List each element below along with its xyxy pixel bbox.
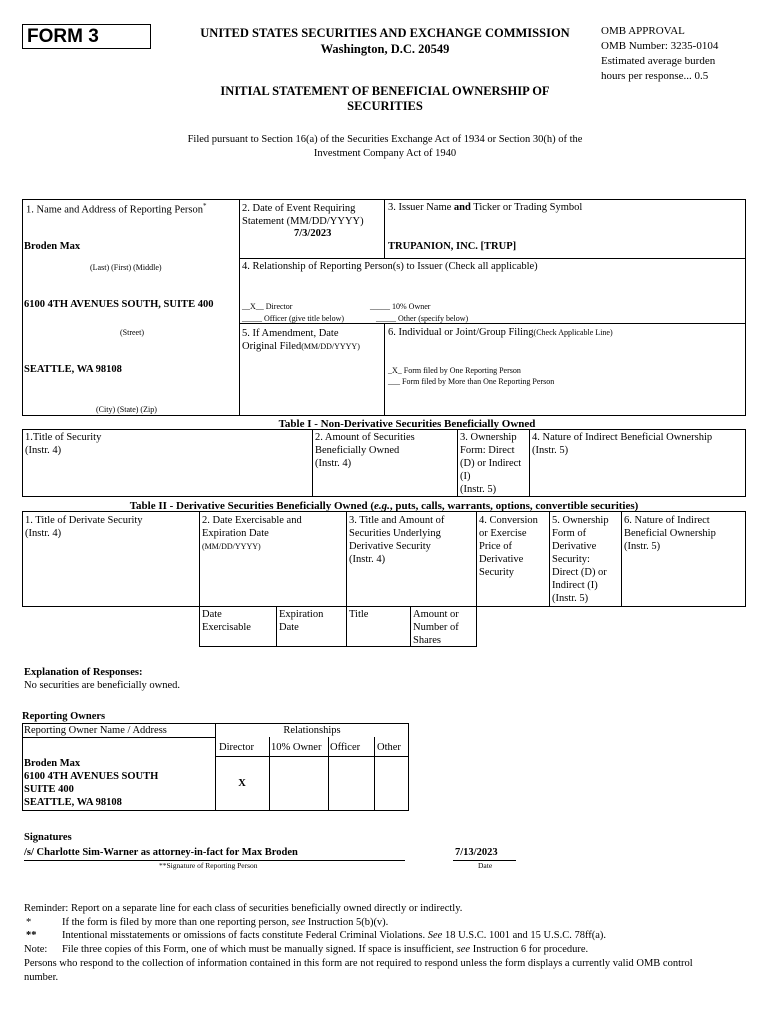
footnote1-mark: * bbox=[26, 917, 32, 928]
table1-col4: 4. Nature of Indirect Beneficial Ownership (Instr. 5) bbox=[532, 432, 713, 456]
table2-col1: 1. Title of Derivate Security (Instr. 4) bbox=[25, 515, 143, 539]
omb-box bbox=[601, 24, 718, 84]
box5-label: 5. If Amendment, Date Original Filed(MM/DD/YYYY) bbox=[242, 328, 360, 352]
issuer-name: TRUPANION, INC. [TRUP] bbox=[388, 241, 517, 252]
owner-row-address: Broden Max 6100 4TH AVENUES SOUTH SUITE 400 SEATTLE, WA 98108 bbox=[24, 758, 159, 808]
footnote3: File three copies of this Form, one of which must be manually signed. If space is insufficient, see Instruction 6 for procedure. bbox=[62, 944, 589, 955]
signature-date: 7/13/2023 bbox=[455, 847, 498, 858]
table2-col2: 2. Date Exercisable and Expiration Date (MM/DD/YYYY) bbox=[202, 515, 302, 551]
other-check: _____ Other (specify below) bbox=[376, 314, 469, 323]
table1-col2: 2. Amount of Securities Beneficially Owned (Instr. 4) bbox=[315, 432, 415, 469]
name-sublabel: (Last) (First) (Middle) bbox=[90, 263, 162, 272]
footnote2: Intentional misstatements or omissions of facts constitute Federal Criminal Violations. See 18 U.S.C. 1001 and 15 U.S.C. 78ff(a). bbox=[62, 930, 607, 941]
street-sublabel: (Street) bbox=[120, 328, 144, 337]
footnote2-mark: ** bbox=[26, 930, 37, 941]
city-sublabel: (City) (State) (Zip) bbox=[96, 405, 157, 414]
owner-row-director: X bbox=[238, 778, 246, 789]
table2-col3: 3. Title and Amount of Securities Underlying Derivative Security (Instr. 4) bbox=[349, 515, 445, 565]
table1-col1: 1.Title of Security (Instr. 4) bbox=[25, 432, 102, 456]
filed-pursuant: Filed pursuant to Section 16(a) of the Securities Exchange Act of 1934 or Section 30(h) of the Investment Company Act of 1940 bbox=[187, 134, 583, 159]
box3-label: 3. Issuer Name and Ticker or Trading Symbol bbox=[388, 202, 583, 213]
reporting-person-city: SEATTLE, WA 98108 bbox=[24, 364, 122, 375]
date-label: Date bbox=[478, 861, 493, 870]
owners-col-director: Director bbox=[219, 742, 254, 753]
footnote3-mark: Note: bbox=[24, 944, 48, 955]
event-date: 7/3/2023 bbox=[294, 228, 332, 239]
signature-label: **Signature of Reporting Person bbox=[159, 861, 258, 870]
officer-check: _____ Officer (give title below) bbox=[242, 314, 345, 323]
multi-person-option: ___ Form filed by More than One Reporting Person bbox=[388, 377, 555, 386]
owners-heading: Reporting Owners bbox=[22, 711, 106, 722]
table2-col5: 5. Ownership Form of Derivative Security: Direct (D) or Indirect (I) (Instr. 5) bbox=[552, 515, 609, 604]
one-person-option: _X_ Form filed by One Reporting Person bbox=[388, 366, 521, 375]
explanation-heading: Explanation of Responses: bbox=[24, 667, 143, 678]
subcol-date-exercisable: Date Exercisable bbox=[202, 609, 251, 633]
subcol-amount: Amount or Number of Shares bbox=[413, 609, 459, 646]
owners-col-name: Reporting Owner Name / Address bbox=[24, 725, 167, 736]
subcol-title: Title bbox=[349, 609, 369, 620]
table2-col4: 4. Conversion or Exercise Price of Derivative Security bbox=[479, 515, 538, 578]
form-label-box bbox=[22, 24, 151, 49]
table2-col6: 6. Nature of Indirect Beneficial Ownership (Instr. 5) bbox=[624, 515, 716, 552]
table2-title: Table II - Derivative Securities Beneficially Owned (e.g., puts, calls, warrants, options, convertible securities) bbox=[129, 500, 639, 512]
omb-number: OMB Number: 3235-0104 bbox=[601, 40, 719, 52]
signature-text: /s/ Charlotte Sim-Warner as attorney-in-fact for Max Broden bbox=[24, 847, 298, 858]
reporting-person-name: Broden Max bbox=[24, 241, 81, 252]
box6-label: 6. Individual or Joint/Group Filing(Check Applicable Line) bbox=[388, 327, 613, 338]
table1-title: Table I - Non-Derivative Securities Beneficially Owned bbox=[278, 418, 536, 430]
owners-col-officer: Officer bbox=[330, 742, 361, 753]
form-label: FORM 3 bbox=[27, 26, 99, 47]
omb-approval: OMB APPROVAL bbox=[601, 25, 685, 37]
box4-label: 4. Relationship of Reporting Person(s) to Issuer (Check all applicable) bbox=[242, 261, 538, 272]
owners-col-relationships: Relationships bbox=[283, 725, 341, 736]
owners-col-other: Other bbox=[377, 742, 401, 753]
footnote1: If the form is filed by more than one reporting person, see Instruction 5(b)(v). bbox=[62, 917, 389, 928]
commission-city: Washington, D.C. 20549 bbox=[320, 42, 450, 56]
owner-check: _____ 10% Owner bbox=[370, 302, 431, 311]
explanation-text: No securities are beneficially owned. bbox=[24, 680, 180, 691]
commission-title: UNITED STATES SECURITIES AND EXCHANGE COMMISSION bbox=[200, 26, 570, 40]
signatures-heading: Signatures bbox=[24, 832, 72, 843]
reminder: Reminder: Report on a separate line for each class of securities beneficially owned directly or indirectly. bbox=[24, 903, 463, 914]
reporting-person-street: 6100 4TH AVENUES SOUTH, SUITE 400 bbox=[24, 299, 214, 310]
omb-hours: hours per response... 0.5 bbox=[601, 70, 709, 82]
subcol-expiration: Expiration Date bbox=[279, 609, 324, 633]
box2-label: 2. Date of Event Requiring Statement (MM/DD/YYYY) bbox=[242, 203, 364, 227]
box1-label: 1. Name and Address of Reporting Person* bbox=[26, 202, 207, 216]
statement-title: INITIAL STATEMENT OF BENEFICIAL OWNERSHIP OF SECURITIES bbox=[220, 84, 550, 113]
omb-burden: Estimated average burden bbox=[601, 55, 716, 67]
owners-col-owner: 10% Owner bbox=[271, 742, 322, 753]
director-check: __X__ Director bbox=[242, 302, 293, 311]
table1-col3: 3. Ownership Form: Direct (D) or Indirect (I) (Instr. 5) bbox=[460, 432, 522, 495]
persons-notice: Persons who respond to the collection of information contained in this form are not required to respond unless the form displays a currently valid OMB control number. bbox=[24, 958, 693, 983]
